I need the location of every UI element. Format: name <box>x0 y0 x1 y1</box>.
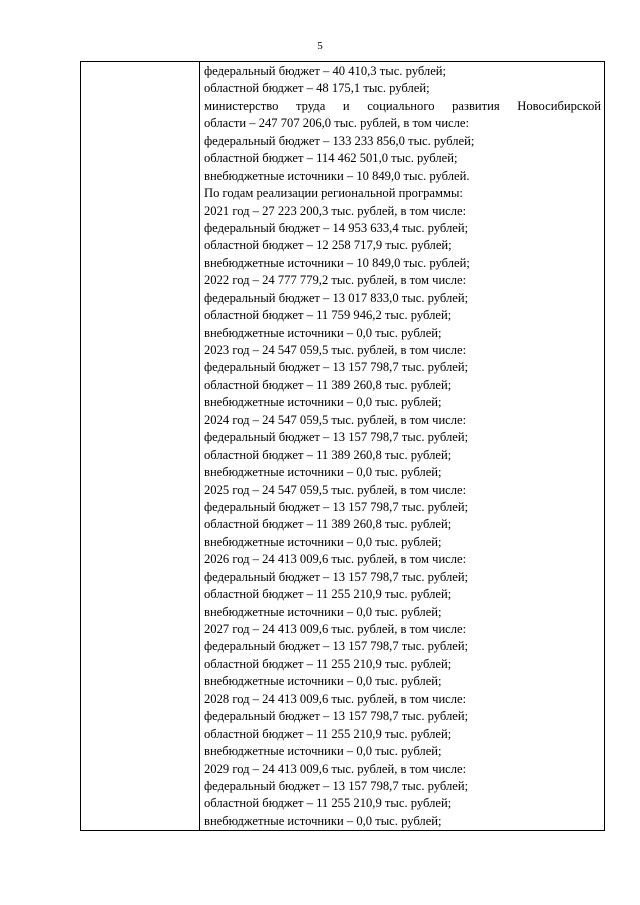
text-line: внебюджетные источники – 0,0 тыс. рублей; <box>204 325 442 340</box>
text-line: 2022 год – 24 777 779,2 тыс. рублей, в том числе: <box>204 273 467 288</box>
text-line: федеральный бюджет – 13 157 798,7 тыс. рублей; <box>204 709 469 724</box>
text-line: 2029 год – 24 413 009,6 тыс. рублей, в том числе: <box>204 761 467 776</box>
text-line: 2025 год – 24 547 059,5 тыс. рублей, в том числе: <box>204 482 467 497</box>
text-line: федеральный бюджет – 133 233 856,0 тыс. рублей; <box>204 133 475 148</box>
text-line: 2026 год – 24 413 009,6 тыс. рублей, в том числе: <box>204 552 467 567</box>
text-line: федеральный бюджет – 14 953 633,4 тыс. рублей; <box>204 220 469 235</box>
text-line: федеральный бюджет – 13 157 798,7 тыс. рублей; <box>204 569 469 584</box>
text-line: 2024 год – 24 547 059,5 тыс. рублей, в том числе: <box>204 412 467 427</box>
text-line: федеральный бюджет – 13 017 833,0 тыс. рублей; <box>204 290 469 305</box>
text-line: 2023 год – 24 547 059,5 тыс. рублей, в том числе: <box>204 343 467 357</box>
text-line: внебюджетные источники – 0,0 тыс. рублей; <box>204 674 442 689</box>
text-line: федеральный бюджет – 13 157 798,7 тыс. рублей; <box>204 639 469 654</box>
funding-text <box>200 62 604 830</box>
text-line: областной бюджет – 11 389 260,8 тыс. рублей; <box>204 447 452 462</box>
text-line: федеральный бюджет – 13 157 798,7 тыс. рублей; <box>204 430 469 445</box>
text-line: внебюджетные источники – 0,0 тыс. рублей; <box>204 744 442 759</box>
right-cell <box>200 62 605 831</box>
text-line: внебюджетные источники – 0,0 тыс. рублей; <box>204 813 442 828</box>
text-line: областной бюджет – 114 462 501,0 тыс. рублей; <box>204 151 458 166</box>
text-line: 2028 год – 24 413 009,6 тыс. рублей, в том числе: <box>204 691 467 706</box>
text-line: внебюджетные источники – 10 849,0 тыс. рублей; <box>204 255 470 270</box>
text-line: 2021 год – 27 223 200,3 тыс. рублей, в том числе: <box>204 203 467 218</box>
text-line: внебюджетные источники – 10 849,0 тыс. рублей. <box>204 168 470 183</box>
text-line: областной бюджет – 12 258 717,9 тыс. рублей; <box>204 238 452 253</box>
text-line: областной бюджет – 11 255 210,9 тыс. рублей; <box>204 796 452 811</box>
text-line: министерство труда и социального развития Новосибирской <box>204 98 601 113</box>
text-line: По годам реализации региональной программы: <box>204 186 463 201</box>
text-line: областной бюджет – 11 255 210,9 тыс. рублей; <box>204 726 452 741</box>
text-line: областной бюджет – 48 175,1 тыс. рублей; <box>204 81 430 96</box>
left-cell <box>81 62 200 831</box>
text-line: областной бюджет – 11 389 260,8 тыс. рублей; <box>204 517 452 532</box>
text-line: внебюджетные источники – 0,0 тыс. рублей; <box>204 465 442 480</box>
text-line: федеральный бюджет – 13 157 798,7 тыс. рублей; <box>204 778 469 793</box>
text-line: федеральный бюджет – 13 157 798,7 тыс. рублей; <box>204 360 469 375</box>
text-line: областной бюджет – 11 759 946,2 тыс. рублей; <box>204 308 452 323</box>
text-line: областной бюджет – 11 389 260,8 тыс. рублей; <box>204 377 452 392</box>
text-line: области – 247 707 206,0 тыс. рублей, в том числе: <box>204 116 470 131</box>
text-line: федеральный бюджет – 40 410,3 тыс. рублей; <box>204 64 447 78</box>
text-line: внебюджетные источники – 0,0 тыс. рублей; <box>204 604 442 619</box>
text-line: внебюджетные источники – 0,0 тыс. рублей; <box>204 395 442 410</box>
text-line: областной бюджет – 11 255 210,9 тыс. рублей; <box>204 656 452 671</box>
text-line: 2027 год – 24 413 009,6 тыс. рублей, в том числе: <box>204 622 467 636</box>
table-row <box>81 62 605 831</box>
funding-table <box>80 61 605 831</box>
page-number: 5 <box>317 40 323 52</box>
text-line: внебюджетные источники – 0,0 тыс. рублей; <box>204 534 442 549</box>
text-line: федеральный бюджет – 13 157 798,7 тыс. рублей; <box>204 499 469 514</box>
text-line: областной бюджет – 11 255 210,9 тыс. рублей; <box>204 587 452 602</box>
